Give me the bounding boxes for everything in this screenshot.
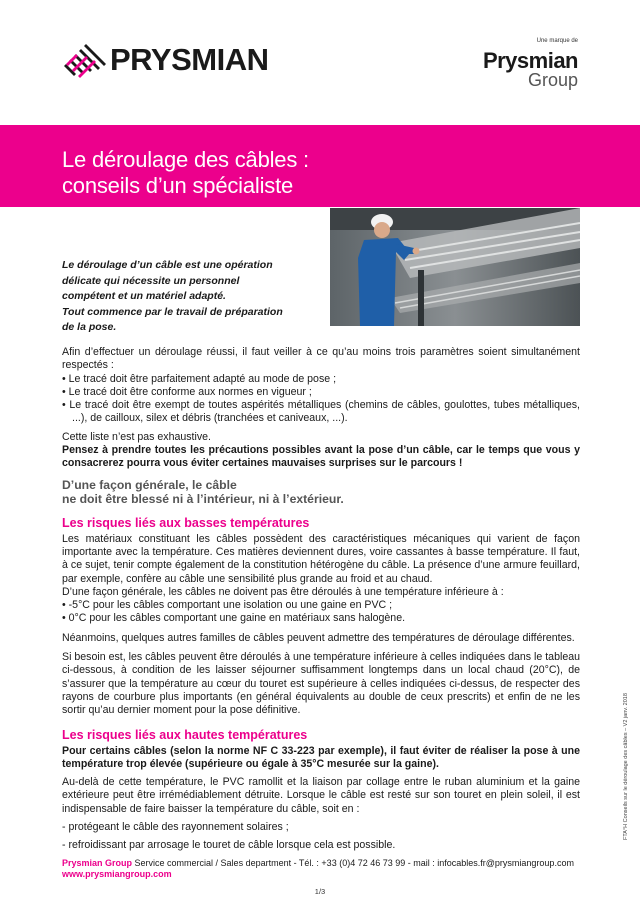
section-heading-low-temp: Les risques liés aux basses températures: [62, 515, 310, 530]
list-item: • Le tracé doit être exempt de toutes aspérités métalliques (chemins de câbles, goulottes, tubes métalliques, ...), de cailloux, silex et débris (tranchées et caniveaux, ...).: [62, 399, 580, 425]
list-item: - refroidissant par arrosage le touret de câble lorsque cela est possible.: [62, 839, 396, 852]
intro-line: compétent et un matériel adapté.: [62, 290, 226, 302]
paragraph: Cette liste n’est pas exhaustive.: [62, 430, 211, 443]
subheading-line1: D’une façon générale, le câble: [62, 477, 237, 492]
list-item: • 0°C pour les câbles comportant une gaine en matériaux sans halogène.: [62, 612, 406, 625]
paragraph: Néanmoins, quelques autres familles de câbles peuvent admettre des températures de déroulage différentes.: [62, 631, 575, 644]
vertical-reference-text: FTA°H Conseils sur le déroulage des câbles – V2 janv. 2018: [623, 693, 629, 840]
intro-line: Tout commence par le travail de préparation: [62, 305, 283, 318]
footer-company: Prysmian Group: [62, 858, 133, 868]
brand-tagline: Une marque de: [536, 38, 578, 44]
list-item: • -5°C pour les câbles comportant une isolation ou une gaine en PVC ;: [62, 599, 393, 612]
paragraph: Afin d’effectuer un déroulage réussi, il faut veiller à ce qu’au moins trois paramètres soient simultanément respectés :: [62, 346, 580, 372]
paragraph: D’une façon générale, les câbles ne doivent pas être déroulés à une température inférieure à :: [62, 585, 504, 598]
paragraph: Au-delà de cette température, le PVC ramollit et la liaison par collage entre le ruban aluminium et la gaine extérieure peut être irrémédiablement détruite. Lorsque le câble est resté sur son touret en plein soleil, il est indispensable de faire baisser la température du câble, soit en :: [62, 776, 580, 815]
paragraph-emphasis: Pensez à prendre toutes les précautions possibles avant la pose d’un câble, car le temps que vous y consacrerez pourra vous éviter certaines mauvaises surprises sur le parcours !: [62, 444, 580, 470]
paragraph: Si besoin est, les câbles peuvent être déroulés à une température inférieure à celles indiquées dans le tableau ci-dessous, à condition de les laisser séjourner suffisamment longtemps dans un local chaud (20°C), de s’assurer que la température au cœur du touret est supérieure à celles indiquées ci-dessus, de respecter des rayons de courbure plus importants (en général équivalents au double de ceux prescrits) et enfin de ne les sortir qu’au dernier moment pour la pose définitive.: [62, 651, 580, 717]
page-number: 1/3: [314, 887, 326, 896]
subheading-line2: ne doit être blessé ni à l’intérieur, ni à l’extérieur.: [62, 491, 344, 506]
page-title-line2: conseils d’un spécialiste: [62, 173, 294, 198]
footer: [62, 858, 602, 880]
vertical-reference: [615, 600, 629, 840]
list-item: • Le tracé doit être parfaitement adapté au mode de pose ;: [62, 372, 337, 385]
prysmian-logo-mark-icon: [62, 38, 110, 88]
prysmian-logo: [62, 38, 322, 88]
paragraph: Les matériaux constituant les câbles possèdent des caractéristiques mécaniques qui varient de façon importante avec la température. Ces matières deviennent dures, voire cassantes à basse température. Il faut, à ce sujet, tenir compte également de la constitution hétérogène du câble. La présence d’une armure feuillard, par exemple, confère au câble une sensibilité plus grande au froid et au chaud.: [62, 532, 580, 585]
intro-line: de la pose.: [62, 321, 117, 333]
intro-line: Le déroulage d’un câble est une opération: [62, 259, 273, 271]
brand-group: Group: [527, 70, 578, 90]
intro-line: délicate qui nécessite un personnel: [62, 274, 240, 287]
page-title-line1: Le déroulage des câbles :: [62, 147, 309, 172]
footer-contact: Service commercial / Sales department - Tél. : +33 (0)4 72 46 73 99 - mail : infocables.fr@prysmiangroup.com: [132, 858, 574, 868]
paragraph-emphasis: Pour certains câbles (selon la norme NF C 33-223 par exemple), il faut éviter de réaliser la pose à une température trop élevée (supérieure ou égale à 35°C mesurée sur la gaine).: [62, 744, 580, 770]
list-item: - protégeant le câble des rayonnement solaires ;: [62, 821, 289, 834]
brand-name: Prysmian: [482, 48, 578, 73]
worker-photo: [330, 208, 580, 326]
brand-block: [438, 38, 578, 88]
list-item: • Le tracé doit être conforme aux normes en vigueur ;: [62, 385, 312, 398]
footer-website-link[interactable]: www.prysmiangroup.com: [62, 869, 172, 879]
article-body: [62, 346, 580, 853]
intro-text: [62, 258, 312, 336]
worker-photo-illustration: [330, 208, 580, 326]
logo-wordmark: PRYSMIAN: [110, 42, 269, 77]
title-banner: [0, 125, 640, 207]
section-heading-high-temp: Les risques liés aux hautes températures: [62, 727, 308, 742]
